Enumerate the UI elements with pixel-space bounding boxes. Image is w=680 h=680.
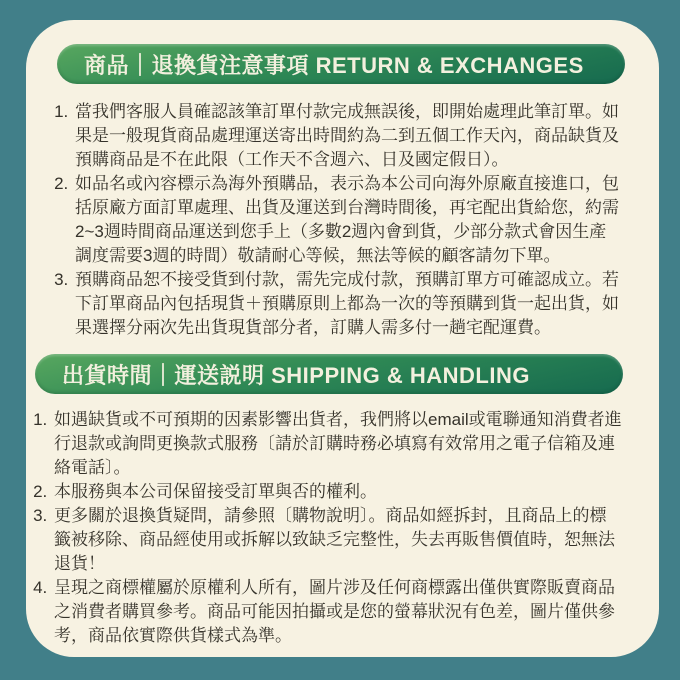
shipping-section-title: 出貨時間｜運送説明 SHIPPING & HANDLING bbox=[62, 362, 530, 388]
list-item: 4. 呈現之商標權屬於原權利人所有，圖片涉及任何商標露出僅供實際販賣商品之消費者購買參考。商品可能因拍攝或是您的螢幕狀況有色差，圖片僅供參考，商品依實際供貨樣式為準。 bbox=[52, 576, 622, 648]
shipping-section-header-banner bbox=[35, 354, 623, 394]
list-item: 1. 當我們客服人員確認該筆訂單付款完成無誤後，即開始處理此筆訂單。如果是一般現貨商品處理運送寄出時間約為二到五個工作天內，商品缺貨及預購商品是不在此限（工作天不含週六、日及國定假日）。 bbox=[73, 100, 621, 172]
list-item: 3. 預購商品恕不接受貨到付款，需先完成付款，預購訂單方可確認成立。若下訂單商品內包括現貨＋預購原則上都為一次的等預購到貨一起出貨，如果選擇分兩次先出貨現貨部分者，訂購人需多付一趟宅配運費。 bbox=[73, 268, 621, 340]
shipping-notice-list bbox=[52, 408, 622, 648]
list-item: 1. 如遇缺貨或不可預期的因素影響出貨者，我們將以email或電聯通知消費者進行退款或詢問更換款式服務〔請於訂購時務必填寫有效常用之電子信箱及連絡電話〕。 bbox=[52, 408, 622, 480]
list-item: 2. 本服務與本公司保留接受訂單與否的權利。 bbox=[52, 480, 622, 504]
list-item: 2. 如品名或內容標示為海外預購品，表示為本公司向海外原廠直接進口，包括原廠方面訂單處理、出貨及運送到台灣時間後，再宅配出貨給您，約需2~3週時間商品運送到您手上（多數2週內會到貨，少部分款式會因生產調度需要3週的時間）敬請耐心等候，無法等候的顧客請勿下單。 bbox=[73, 172, 621, 268]
returns-notice-list bbox=[73, 100, 621, 340]
list-item: 3. 更多關於退換貨疑問，請參照〔購物說明〕。商品如經拆封，且商品上的標籤被移除、商品經使用或拆解以致缺乏完整性，失去再販售價值時，恕無法退貨！ bbox=[52, 504, 622, 576]
returns-section-header-banner bbox=[57, 44, 625, 84]
returns-section-title: 商品｜退換貨注意事項 RETURN & EXCHANGES bbox=[84, 52, 584, 78]
notice-card bbox=[26, 20, 659, 657]
